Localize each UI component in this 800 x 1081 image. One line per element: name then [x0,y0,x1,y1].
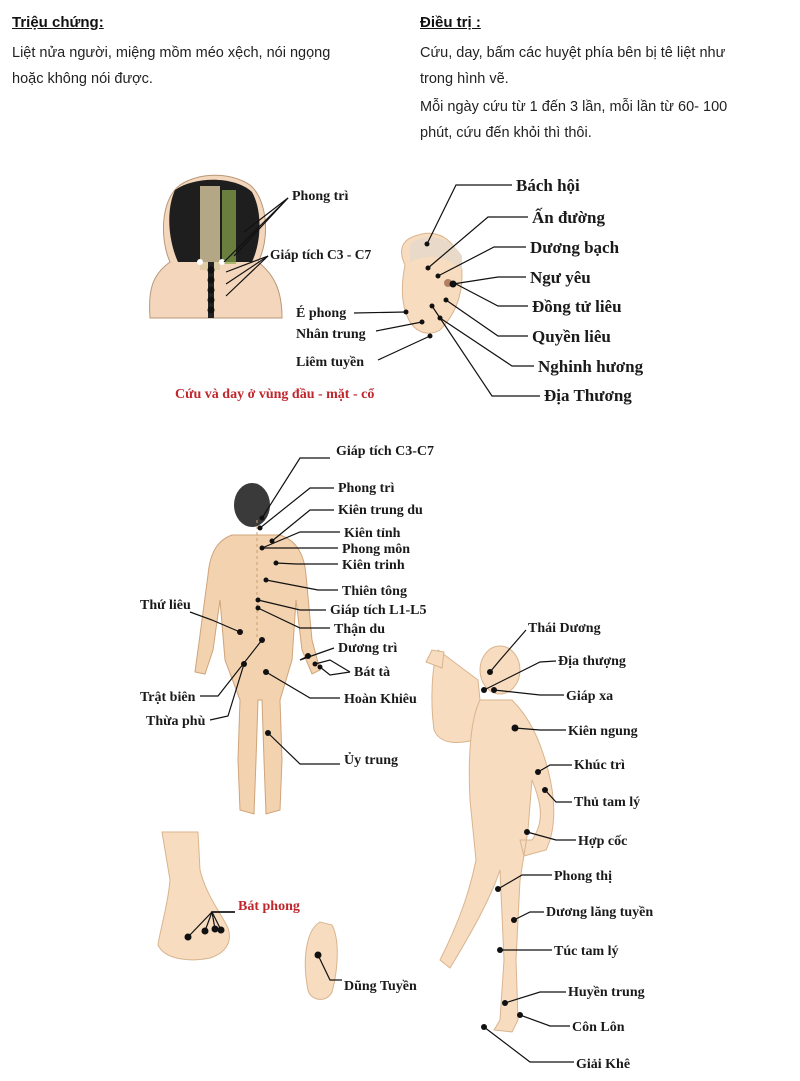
label-nhan-trung: Nhân trung [296,327,366,342]
label-ngu-yeu: Ngư yêu [530,268,591,287]
label-uy-trung: Ủy trung [344,753,399,768]
label-thua-phu: Thừa phù [146,714,206,729]
label-kien-ngung: Kiên ngung [568,724,638,739]
treatment-heading: Điều trị : [420,14,481,31]
label-hoan-khieu: Hoàn Khiêu [344,692,417,707]
label-dong-tu-lieu: Đồng tử liêu [532,297,622,316]
label-bat-phong: Bát phong [238,899,300,914]
label-kien-trinh: Kiên trinh [342,558,405,573]
label-an-duong: Ấn đường [532,208,606,227]
label-giap-tich-c3-c7: Giáp tích C3-C7 [336,444,434,459]
label-thu-lieu: Thứ liêu [140,598,191,613]
label-kien-tinh: Kiên tỉnh [344,526,401,541]
label-duong-lang-tuyen: Dương lăng tuyền [546,905,654,920]
label-phong-tri: Phong trì [338,481,395,496]
label-phong-mon: Phong môn [342,542,411,557]
label-quyen-lieu: Quyền liêu [532,327,611,346]
symptoms-heading: Triệu chứng: [12,14,104,31]
label-thien-tong: Thiên tông [342,584,407,599]
treatment-line-1: Cứu, day, bấm các huyệt phía bên bị tê liệt như [420,45,726,61]
label-thu-tam-ly: Thủ tam lý [574,795,641,810]
label-khuc-tri: Khúc trì [574,758,625,773]
label-dia-thuong-body: Địa thượng [558,654,626,669]
label-huyen-trung: Huyền trung [568,985,645,1000]
label-than-du: Thận du [334,622,385,637]
label-duong-tri: Dương trì [338,641,398,656]
label-hop-coc: Hợp cốc [578,834,628,849]
label-bat-ta: Bát tà [354,665,391,680]
treatment-line-3: Mỗi ngày cứu từ 1 đến 3 lần, mỗi lần từ 60- 100 [420,99,728,115]
label-dia-thuong: Địa Thương [544,386,632,405]
label-giai-khe: Giải Khê [576,1057,631,1072]
label-giap-tich-l1-l5: Giáp tích L1-L5 [330,603,427,618]
label-bach-hoi: Bách hội [516,176,580,195]
head-front-illustration [402,233,462,338]
label-phong-tri-head: Phong trì [292,189,349,204]
head-section-caption: Cứu và day ở vùng đầu - mặt - cổ [175,387,375,402]
head-back-illustration [150,175,282,318]
label-nghinh-huong: Nghinh hương [538,357,644,376]
symptoms-line-2: hoặc không nói được. [12,71,153,87]
label-giap-xa: Giáp xa [566,689,614,704]
label-tuc-tam-ly: Túc tam lý [554,944,619,959]
label-con-lon: Côn Lôn [572,1020,625,1035]
label-thai-duong: Thái Dương [528,621,601,636]
label-phong-thi: Phong thị [554,869,612,884]
label-dung-tuyen: Dũng Tuyền [344,979,417,994]
label-kien-trung-du: Kiên trung du [338,503,423,518]
treatment-line-2: trong hình vẽ. [420,71,509,87]
front-body-illustration [426,646,554,1032]
label-e-phong: É phong [296,306,347,321]
label-giap-tich-c3-c7-head: Giáp tích C3 - C7 [270,247,372,262]
treatment-line-4: phút, cứu đến khỏi thì thôi. [420,125,592,141]
label-liem-tuyen: Liêm tuyền [296,355,365,370]
symptoms-line-1: Liệt nửa người, miệng mồm méo xệch, nói ngọng [12,45,331,61]
foot-top-illustration [158,832,229,960]
label-trat-bien: Trật biên [140,690,196,705]
label-duong-bach: Dương bạch [530,238,620,257]
